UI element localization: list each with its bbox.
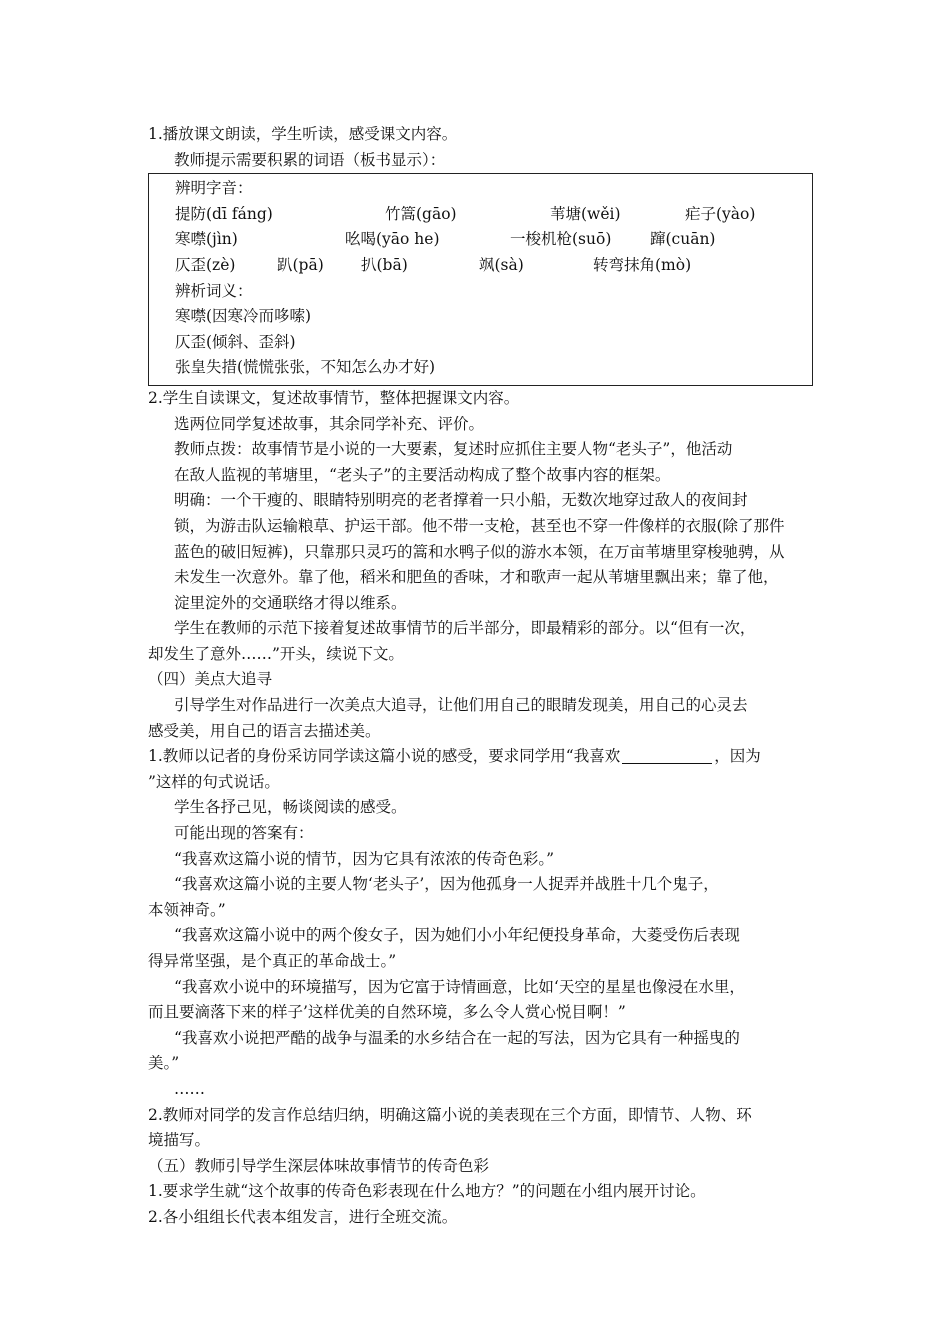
pinyin-item: 蹿(cuān) [650,230,716,249]
paragraph-line: 本领神奇。” [148,900,226,919]
pinyin-item: 寒噤(jìn) [175,230,238,249]
paragraph-line: 未发生一次意外。靠了他，稻米和肥鱼的香味，才和歌声一起从苇塘里飘出来；靠了他， [174,568,779,587]
pinyin-row [149,253,812,279]
definition-line: 张皇失措(慌慌张张，不知怎么办才好) [175,358,436,377]
paragraph-line: 却发生了意外……”开头，续说下文。 [148,644,404,663]
paragraph-line: 2.各小组组长代表本组发言，进行全班交流。 [148,1207,458,1226]
paragraph-line: 在敌人监视的苇塘里，“老头子”的主要活动构成了整个故事内容的框架。 [174,465,671,484]
pinyin-item: 疟子(yào) [685,204,756,223]
paragraph-line: 可能出现的答案有： [174,824,314,843]
paragraph-line: “我喜欢这篇小说的主要人物‘老头子’，因为他孤身一人捉弄并战胜十几个鬼子， [174,875,719,894]
paragraph-line: （四）美点大追寻 [148,670,273,689]
fill-in-blank [622,747,712,764]
paragraph-line: “我喜欢小说中的环境描写，因为它富于诗情画意，比如‘天空的星星也像浸在水里， [174,977,745,996]
paragraph-line: 引导学生对作品进行一次美点大追寻，让他们用自己的眼睛发现美，用自己的心灵去 [174,696,748,715]
pinyin-item: 仄歪(zè) [175,255,236,274]
pinyin-item: 扒(bā) [361,255,408,274]
pinyin-item: 提防(dī fáng) [175,204,273,223]
body-section-2 [148,770,813,1231]
paragraph-line: 教师点拨：故事情节是小说的一大要素，复述时应抓住主要人物“老头子”，他活动 [174,440,733,459]
definition-line: 仄歪(倾斜、歪斜) [175,332,296,351]
paragraph-line: 锁，为游击队运输粮草、护运干部。他不带一支枪，甚至也不穿一件像样的衣服(除了那件 [174,516,785,535]
blank-line-before: 1.教师以记者的身份采访同学读这篇小说的感受，要求同学用“我喜欢 [148,747,621,766]
pinyin-item: 转弯抹角(mò) [593,255,692,274]
pinyin-item: 飒(sà) [479,255,524,274]
paragraph-line: 学生各抒己见，畅谈阅读的感受。 [174,798,407,817]
paragraph-line: 感受美，用自己的语言去描述美。 [148,721,381,740]
paragraph-line: ”这样的句式说话。 [148,772,280,791]
paragraph-line: 选两位同学复述故事，其余同学补充、评价。 [174,414,485,433]
box-heading: 辨析词义： [175,281,253,300]
paragraph-line: “我喜欢这篇小说中的两个俊女子，因为她们小小年纪便投身革命，大菱受伤后表现 [174,926,740,945]
pinyin-item: 苇塘(wěi) [550,204,621,223]
definition-line: 寒噤(因寒冷而哆嗦) [175,307,312,326]
pinyin-item: 趴(pā) [277,255,324,274]
paragraph-line: 学生在教师的示范下接着复述故事情节的后半部分，即最精彩的部分。以“但有一次， [174,619,756,638]
pinyin-row [149,227,812,253]
document-page [148,122,813,1231]
paragraph-line: 1.播放课文朗读，学生听读，感受课文内容。 [148,125,458,143]
paragraph-line-with-blank [148,744,813,770]
paragraph-line: （五）教师引导学生深层体味故事情节的传奇色彩 [148,1156,490,1175]
paragraph-line: 2.教师对同学的发言作总结归纳，明确这篇小说的美表现在三个方面，即情节、人物、环 [148,1105,752,1124]
blackboard-box [148,173,813,386]
box-heading: 辨明字音： [175,179,253,198]
pinyin-row [149,202,812,228]
paragraph-line: 蓝色的破旧短裤)，只靠那只灵巧的篙和水鸭子似的游水本领，在万亩苇塘里穿梭驰骋，从 [174,542,785,561]
paragraph-line: 而且要滴落下来的样子’这样优美的自然环境，多么令人赏心悦目啊！” [148,1003,626,1022]
paragraph-line: “我喜欢这篇小说的情节，因为它具有浓浓的传奇色彩。” [174,849,555,868]
paragraph-line: 美。” [148,1054,180,1073]
paragraph-line: 教师提示需要积累的词语（板书显示）： [174,150,446,169]
pinyin-item: 吆喝(yāo he) [345,230,440,249]
pinyin-item: 竹篙(gāo) [385,204,457,223]
paragraph-line: “我喜欢小说把严酷的战争与温柔的水乡结合在一起的写法，因为它具有一种摇曳的 [174,1028,740,1047]
paragraph-line: 明确：一个干瘦的、眼睛特别明亮的老者撑着一只小船，无数次地穿过敌人的夜间封 [174,491,748,510]
paragraph-line: 淀里淀外的交通联络才得以维系。 [174,593,407,612]
paragraph-line: 1.要求学生就“这个故事的传奇色彩表现在什么地方？”的问题在小组内展开讨论。 [148,1182,706,1201]
paragraph-line: 境描写。 [148,1131,211,1150]
pinyin-item: 一梭机枪(suō) [510,230,612,249]
paragraph-line: …… [174,1079,205,1098]
blank-line-after: ，因为 [714,747,761,766]
paragraph-line: 2.学生自读课文，复述故事情节，整体把握课文内容。 [148,388,520,407]
body-section-1 [148,386,813,744]
paragraph-line: 得异常坚强，是个真正的革命战士。” [148,952,397,970]
